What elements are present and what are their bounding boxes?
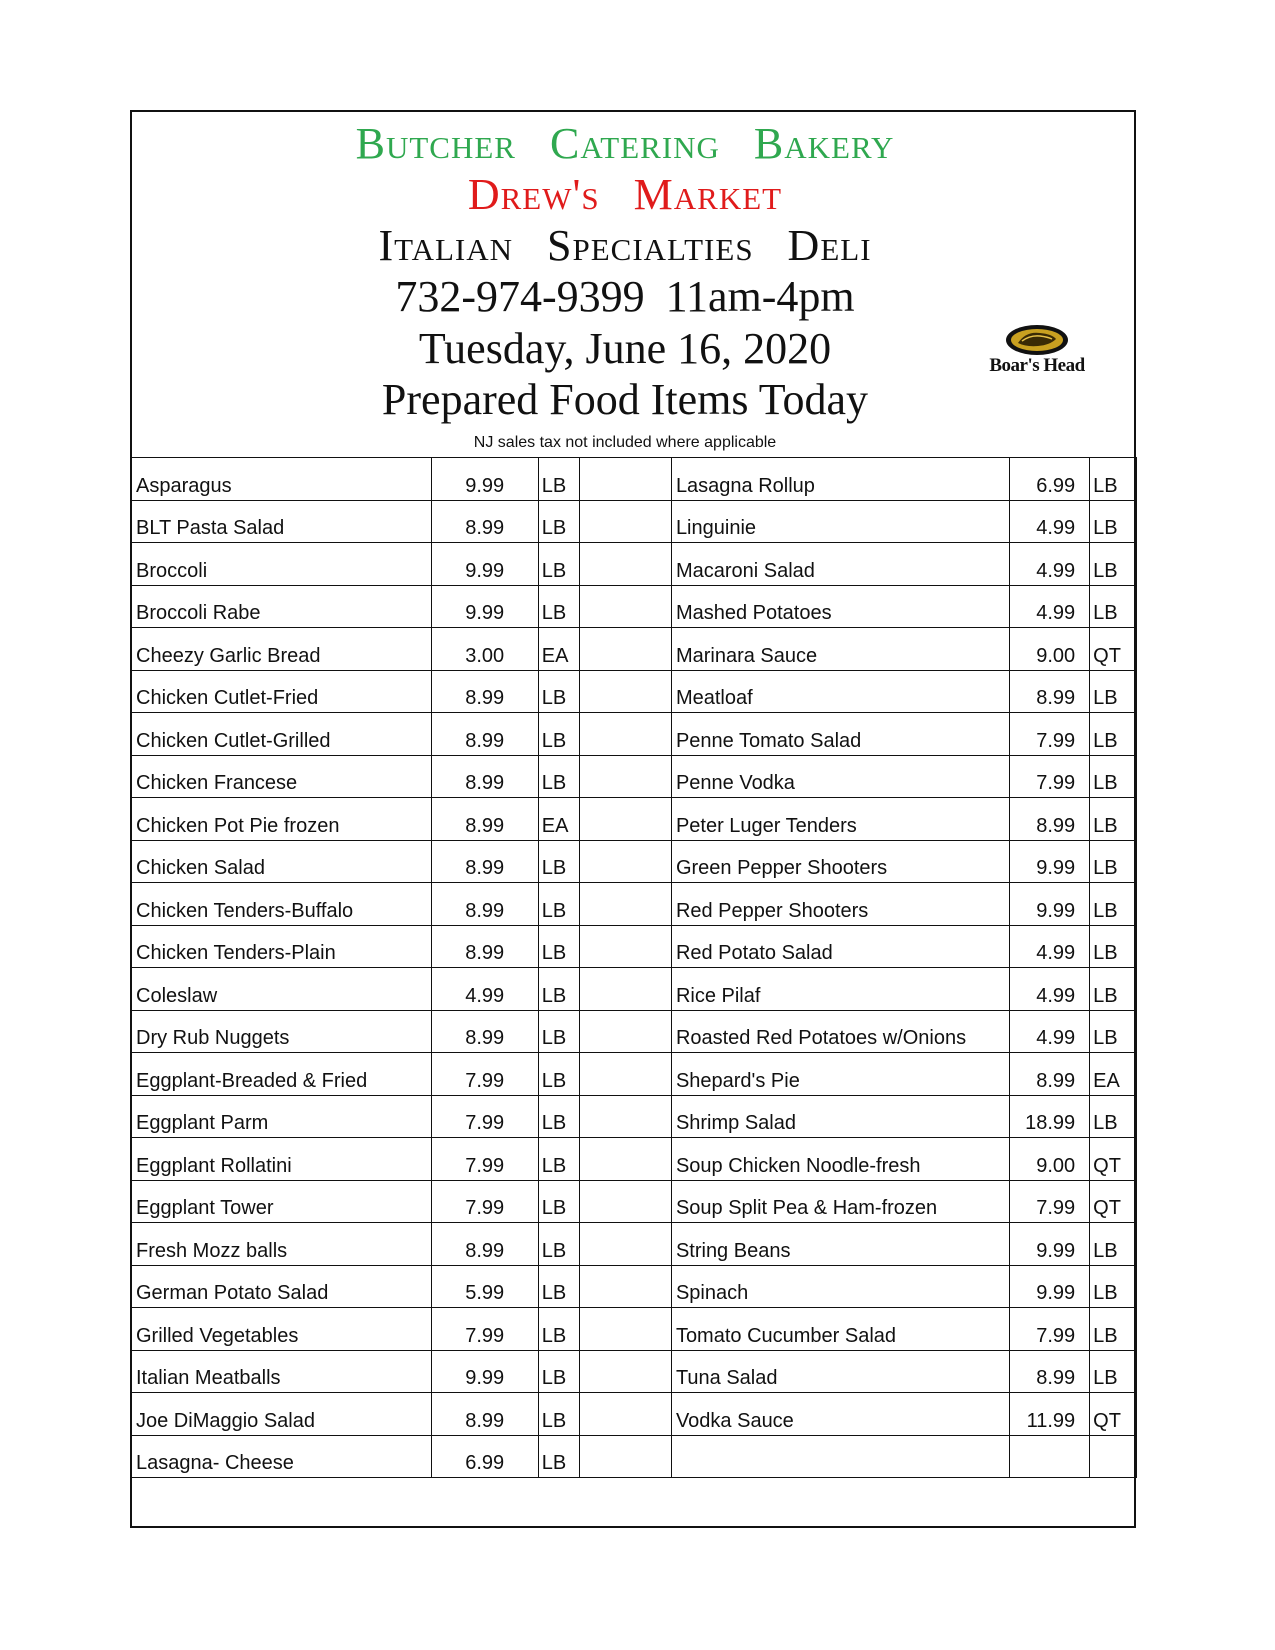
right-item-unit: LB [1090, 1265, 1137, 1308]
right-item-name [671, 1435, 1009, 1478]
left-item-name: Chicken Pot Pie frozen [132, 798, 432, 841]
right-item-name: Soup Split Pea & Ham-frozen [671, 1180, 1009, 1223]
left-item-unit: LB [538, 500, 580, 543]
left-item-price: 7.99 [431, 1180, 538, 1223]
spacer-cell [580, 585, 672, 628]
store-name: Drew's Market [467, 170, 783, 219]
left-item-price: 7.99 [431, 1138, 538, 1181]
spacer-cell [580, 1435, 672, 1478]
right-item-name: Shrimp Salad [671, 1095, 1009, 1138]
left-item-name: Chicken Salad [132, 840, 432, 883]
spacer-cell [580, 458, 672, 501]
left-item-price: 8.99 [431, 1393, 538, 1436]
table-row [132, 798, 1137, 841]
left-item-name: Broccoli [132, 543, 432, 586]
spacer-cell [580, 1223, 672, 1266]
right-item-unit: LB [1090, 713, 1137, 756]
left-item-price: 8.99 [431, 755, 538, 798]
right-item-price: 8.99 [1010, 1053, 1090, 1096]
left-item-unit: LB [538, 1138, 580, 1181]
left-item-name: Cheezy Garlic Bread [132, 628, 432, 671]
left-item-unit: LB [538, 1350, 580, 1393]
left-item-unit: LB [538, 1053, 580, 1096]
left-item-name: Chicken Cutlet-Grilled [132, 713, 432, 756]
right-item-price: 18.99 [1010, 1095, 1090, 1138]
left-item-unit: EA [538, 798, 580, 841]
spacer-cell [580, 840, 672, 883]
left-item-unit: LB [538, 883, 580, 926]
spacer-cell [580, 1265, 672, 1308]
right-item-name: Rice Pilaf [671, 968, 1009, 1011]
spacer-cell [580, 968, 672, 1011]
right-item-name: Soup Chicken Noodle-fresh [671, 1138, 1009, 1181]
right-item-price: 4.99 [1010, 500, 1090, 543]
right-item-price: 9.99 [1010, 1265, 1090, 1308]
table-row [132, 1180, 1137, 1223]
spacer-cell [580, 713, 672, 756]
left-item-name: Dry Rub Nuggets [132, 1010, 432, 1053]
table-row [132, 1053, 1137, 1096]
left-item-price: 4.99 [431, 968, 538, 1011]
left-item-price: 5.99 [431, 1265, 538, 1308]
left-item-name: Chicken Tenders-Plain [132, 925, 432, 968]
table-row [132, 1393, 1137, 1436]
left-item-price: 7.99 [431, 1053, 538, 1096]
table-row [132, 1223, 1137, 1266]
left-item-unit: EA [538, 628, 580, 671]
table-row [132, 755, 1137, 798]
left-item-price: 9.99 [431, 543, 538, 586]
right-item-price: 8.99 [1010, 670, 1090, 713]
boars-head-logo [977, 323, 1097, 383]
right-item-name: Red Potato Salad [671, 925, 1009, 968]
right-item-unit: LB [1090, 925, 1137, 968]
page-title: Prepared Food Items Today [381, 375, 869, 424]
left-item-name: Coleslaw [132, 968, 432, 1011]
right-item-unit: LB [1090, 670, 1137, 713]
table-row [132, 543, 1137, 586]
right-item-name: Linguinie [671, 500, 1009, 543]
right-item-price: 9.99 [1010, 840, 1090, 883]
spacer-cell [580, 500, 672, 543]
left-item-price: 8.99 [431, 1223, 538, 1266]
left-item-unit: LB [538, 458, 580, 501]
left-item-name: Asparagus [132, 458, 432, 501]
left-item-price: 8.99 [431, 840, 538, 883]
table-row [132, 1435, 1137, 1478]
left-item-name: Eggplant Parm [132, 1095, 432, 1138]
left-item-unit: LB [538, 755, 580, 798]
table-row [132, 458, 1137, 501]
right-item-unit: LB [1090, 585, 1137, 628]
boar-head-icon [1004, 323, 1070, 357]
right-item-price: 7.99 [1010, 755, 1090, 798]
right-item-name: Penne Tomato Salad [671, 713, 1009, 756]
right-item-name: Penne Vodka [671, 755, 1009, 798]
spacer-cell [580, 1138, 672, 1181]
right-item-unit: LB [1090, 1308, 1137, 1351]
phone-hours: 732-974-9399 11am-4pm [395, 272, 855, 321]
spacer-cell [580, 1010, 672, 1053]
left-item-price: 8.99 [431, 798, 538, 841]
left-item-unit: LB [538, 925, 580, 968]
right-item-price: 7.99 [1010, 1308, 1090, 1351]
right-item-unit: LB [1090, 883, 1137, 926]
left-item-price: 8.99 [431, 713, 538, 756]
left-item-unit: LB [538, 1180, 580, 1223]
left-item-name: Italian Meatballs [132, 1350, 432, 1393]
tax-note: NJ sales tax not included where applicable [473, 434, 777, 451]
left-item-unit: LB [538, 713, 580, 756]
left-item-unit: LB [538, 670, 580, 713]
table-row [132, 840, 1137, 883]
left-item-name: Broccoli Rabe [132, 585, 432, 628]
spacer-cell [580, 883, 672, 926]
left-item-unit: LB [538, 968, 580, 1011]
left-item-price: 8.99 [431, 500, 538, 543]
right-item-price: 6.99 [1010, 458, 1090, 501]
left-item-name: Chicken Tenders-Buffalo [132, 883, 432, 926]
right-item-name: Red Pepper Shooters [671, 883, 1009, 926]
price-sheet [130, 110, 1136, 1528]
spacer-cell [580, 1053, 672, 1096]
table-row [132, 585, 1137, 628]
spacer-cell [580, 628, 672, 671]
left-item-price: 9.99 [431, 458, 538, 501]
spacer-cell [580, 670, 672, 713]
right-item-price: 9.00 [1010, 1138, 1090, 1181]
right-item-unit: LB [1090, 1350, 1137, 1393]
right-item-price: 9.99 [1010, 883, 1090, 926]
right-item-unit: LB [1090, 1010, 1137, 1053]
right-item-unit: LB [1090, 543, 1137, 586]
table-row [132, 1308, 1137, 1351]
left-item-price: 7.99 [431, 1308, 538, 1351]
left-item-name: Chicken Cutlet-Fried [132, 670, 432, 713]
right-item-name: Spinach [671, 1265, 1009, 1308]
left-item-price: 9.99 [431, 1350, 538, 1393]
right-item-name: Tuna Salad [671, 1350, 1009, 1393]
left-item-name: Joe DiMaggio Salad [132, 1393, 432, 1436]
right-item-name: Roasted Red Potatoes w/Onions [671, 1010, 1009, 1053]
left-item-name: Grilled Vegetables [132, 1308, 432, 1351]
left-item-price: 6.99 [431, 1435, 538, 1478]
left-item-name: Eggplant-Breaded & Fried [132, 1053, 432, 1096]
spacer-cell [580, 543, 672, 586]
right-item-name: Macaroni Salad [671, 543, 1009, 586]
left-item-name: Chicken Francese [132, 755, 432, 798]
header [132, 112, 1134, 459]
left-item-name: BLT Pasta Salad [132, 500, 432, 543]
right-item-unit: LB [1090, 755, 1137, 798]
right-item-name: Peter Luger Tenders [671, 798, 1009, 841]
right-item-unit: EA [1090, 1053, 1137, 1096]
right-item-unit: LB [1090, 798, 1137, 841]
price-table [131, 457, 1137, 1478]
spacer-cell [580, 925, 672, 968]
right-item-name: Tomato Cucumber Salad [671, 1308, 1009, 1351]
left-item-unit: LB [538, 840, 580, 883]
logo-text: Boar's Head [989, 355, 1085, 376]
right-item-name: String Beans [671, 1223, 1009, 1266]
right-item-name: Mashed Potatoes [671, 585, 1009, 628]
left-item-unit: LB [538, 585, 580, 628]
table-row [132, 628, 1137, 671]
right-item-price [1010, 1435, 1090, 1478]
right-item-price: 9.00 [1010, 628, 1090, 671]
table-row [132, 1138, 1137, 1181]
left-item-price: 8.99 [431, 925, 538, 968]
right-item-name: Green Pepper Shooters [671, 840, 1009, 883]
table-row [132, 1350, 1137, 1393]
table-row [132, 1265, 1137, 1308]
left-item-unit: LB [538, 1393, 580, 1436]
right-item-unit: LB [1090, 840, 1137, 883]
left-item-price: 3.00 [431, 628, 538, 671]
left-item-unit: LB [538, 1010, 580, 1053]
spacer-cell [580, 1095, 672, 1138]
right-item-unit: QT [1090, 628, 1137, 671]
left-item-name: Fresh Mozz balls [132, 1223, 432, 1266]
left-item-price: 8.99 [431, 670, 538, 713]
table-row [132, 670, 1137, 713]
left-item-name: German Potato Salad [132, 1265, 432, 1308]
right-item-unit [1090, 1435, 1137, 1478]
price-rows [132, 458, 1137, 1478]
right-item-name: Shepard's Pie [671, 1053, 1009, 1096]
left-item-name: Eggplant Rollatini [132, 1138, 432, 1181]
left-item-unit: LB [538, 543, 580, 586]
right-item-name: Lasagna Rollup [671, 458, 1009, 501]
left-item-name: Eggplant Tower [132, 1180, 432, 1223]
specialties-line: Italian Specialties Deli [378, 221, 872, 270]
right-item-price: 8.99 [1010, 798, 1090, 841]
right-item-name: Vodka Sauce [671, 1393, 1009, 1436]
right-item-price: 4.99 [1010, 543, 1090, 586]
right-item-unit: QT [1090, 1138, 1137, 1181]
right-item-price: 8.99 [1010, 1350, 1090, 1393]
right-item-price: 4.99 [1010, 925, 1090, 968]
left-item-unit: LB [538, 1223, 580, 1266]
table-row [132, 1010, 1137, 1053]
left-item-price: 9.99 [431, 585, 538, 628]
left-item-unit: LB [538, 1308, 580, 1351]
spacer-cell [580, 1393, 672, 1436]
left-item-unit: LB [538, 1095, 580, 1138]
spacer-cell [580, 1308, 672, 1351]
left-item-price: 7.99 [431, 1095, 538, 1138]
right-item-price: 4.99 [1010, 585, 1090, 628]
right-item-name: Marinara Sauce [671, 628, 1009, 671]
left-item-unit: LB [538, 1265, 580, 1308]
right-item-price: 4.99 [1010, 968, 1090, 1011]
table-row [132, 713, 1137, 756]
right-item-unit: QT [1090, 1180, 1137, 1223]
right-item-price: 7.99 [1010, 713, 1090, 756]
left-item-unit: LB [538, 1435, 580, 1478]
spacer-cell [580, 798, 672, 841]
spacer-cell [580, 1180, 672, 1223]
right-item-unit: LB [1090, 458, 1137, 501]
left-item-name: Lasagna- Cheese [132, 1435, 432, 1478]
spacer-cell [580, 755, 672, 798]
right-item-price: 4.99 [1010, 1010, 1090, 1053]
right-item-price: 11.99 [1010, 1393, 1090, 1436]
right-item-unit: LB [1090, 1095, 1137, 1138]
services-line: Butcher Catering Bakery [355, 119, 895, 168]
table-row [132, 883, 1137, 926]
right-item-unit: LB [1090, 500, 1137, 543]
right-item-price: 7.99 [1010, 1180, 1090, 1223]
right-item-name: Meatloaf [671, 670, 1009, 713]
right-item-unit: LB [1090, 1223, 1137, 1266]
table-row [132, 1095, 1137, 1138]
right-item-unit: LB [1090, 968, 1137, 1011]
right-item-price: 9.99 [1010, 1223, 1090, 1266]
left-item-price: 8.99 [431, 1010, 538, 1053]
right-item-unit: QT [1090, 1393, 1137, 1436]
table-row [132, 500, 1137, 543]
left-item-price: 8.99 [431, 883, 538, 926]
spacer-cell [580, 1350, 672, 1393]
date: Tuesday, June 16, 2020 [418, 324, 832, 373]
table-row [132, 925, 1137, 968]
table-row [132, 968, 1137, 1011]
